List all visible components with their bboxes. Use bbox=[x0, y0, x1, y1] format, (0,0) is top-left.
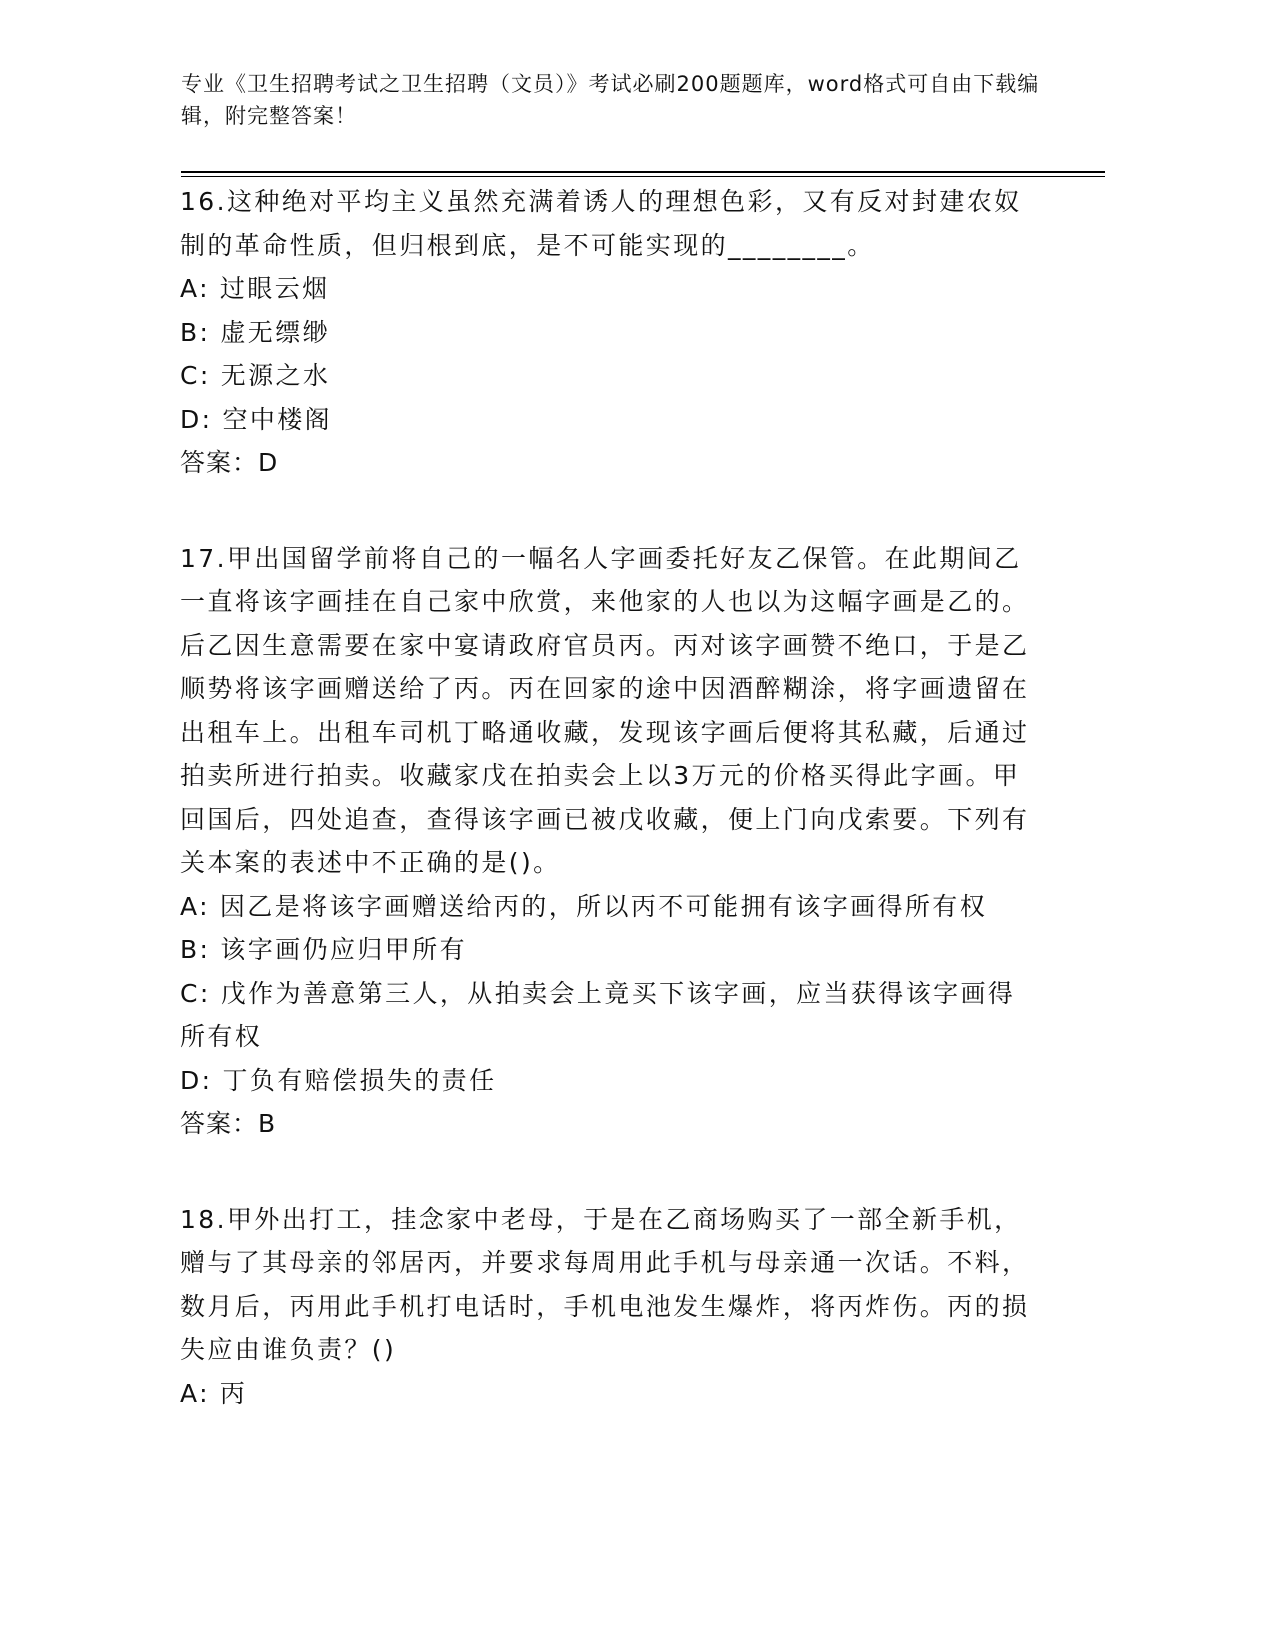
answer-value: B bbox=[258, 1109, 277, 1138]
option-a bbox=[180, 885, 1040, 929]
header-divider-thin bbox=[181, 176, 1105, 177]
answer-value: D bbox=[258, 448, 279, 477]
option-text: 该字画仍应归甲所有 bbox=[220, 935, 467, 964]
option-key: D: bbox=[180, 404, 213, 434]
answer-label: 答案： bbox=[180, 448, 259, 477]
question-18 bbox=[180, 1198, 1040, 1416]
answer-label: 答案： bbox=[180, 1109, 259, 1138]
option-b bbox=[180, 928, 1040, 972]
answer-line bbox=[180, 441, 1040, 485]
option-key: C: bbox=[180, 978, 211, 1008]
option-text: 无源之水 bbox=[220, 361, 331, 390]
question-stem: 16.这种绝对平均主义虽然充满着诱人的理想色彩，又有反对封建农奴制的革命性质，但归根到底，是不可能实现的________。 bbox=[180, 187, 1022, 260]
question-17 bbox=[180, 537, 1040, 1146]
answer-line bbox=[180, 1102, 1040, 1146]
option-text: 丙 bbox=[219, 1378, 248, 1408]
option-a bbox=[180, 267, 1040, 311]
option-text: 空中楼阁 bbox=[222, 404, 333, 434]
option-key: A: bbox=[180, 274, 210, 303]
option-key: C: bbox=[180, 361, 211, 390]
option-text: 虚无缥缈 bbox=[220, 317, 330, 347]
question-16 bbox=[180, 180, 1040, 485]
option-b bbox=[180, 311, 1040, 355]
option-key: B: bbox=[180, 317, 211, 347]
option-key: A: bbox=[180, 1378, 210, 1408]
document-header: 专业《卫生招聘考试之卫生招聘（文员）》考试必刷200题题库，word格式可自由下载编辑，附完整答案！ bbox=[181, 72, 1040, 128]
option-key: B: bbox=[180, 935, 211, 964]
question-list bbox=[180, 180, 1040, 1467]
option-c bbox=[180, 972, 1040, 1059]
option-key: A: bbox=[180, 891, 210, 921]
option-key: D: bbox=[180, 1065, 213, 1095]
option-a bbox=[180, 1372, 1040, 1416]
option-d bbox=[180, 1059, 1040, 1103]
option-text: 因乙是将该字画赠送给丙的，所以丙不可能拥有该字画得所有权 bbox=[219, 891, 988, 921]
question-stem: 17.甲出国留学前将自己的一幅名人字画委托好友乙保管。在此期间乙一直将该字画挂在自己家中欣赏，来他家的人也以为这幅字画是乙的。后乙因生意需要在家中宴请政府官员丙。丙对该字画赞不绝口，于是乙顺势将该字画赠送给了丙。丙在回家的途中因酒醉糊涂，将字画遗留在出租车上。出租车司机丁略通收藏，发现该字画后便将其私藏，后通过拍卖所进行拍卖。收藏家戊在拍卖会上以3万元的价格买得此字画。甲回国后，四处追查，查得该字画已被戊收藏，便上门向戊索要。下列有关本案的表述中不正确的是()。 bbox=[180, 543, 1030, 877]
option-text: 戊作为善意第三人，从拍卖会上竟买下该字画，应当获得该字画得所有权 bbox=[180, 978, 1016, 1051]
option-text: 丁负有赔偿损失的责任 bbox=[222, 1065, 497, 1095]
option-text: 过眼云烟 bbox=[219, 274, 330, 303]
question-stem: 18.甲外出打工，挂念家中老母，于是在乙商场购买了一部全新手机，赠与了其母亲的邻居丙，并要求每周用此手机与母亲通一次话。不料，数月后，丙用此手机打电话时，手机电池发生爆炸，将丙炸伤。丙的损失应由谁负责？() bbox=[180, 1204, 1030, 1364]
option-d bbox=[180, 398, 1040, 442]
option-c bbox=[180, 354, 1040, 398]
header-divider-thick bbox=[181, 171, 1105, 173]
